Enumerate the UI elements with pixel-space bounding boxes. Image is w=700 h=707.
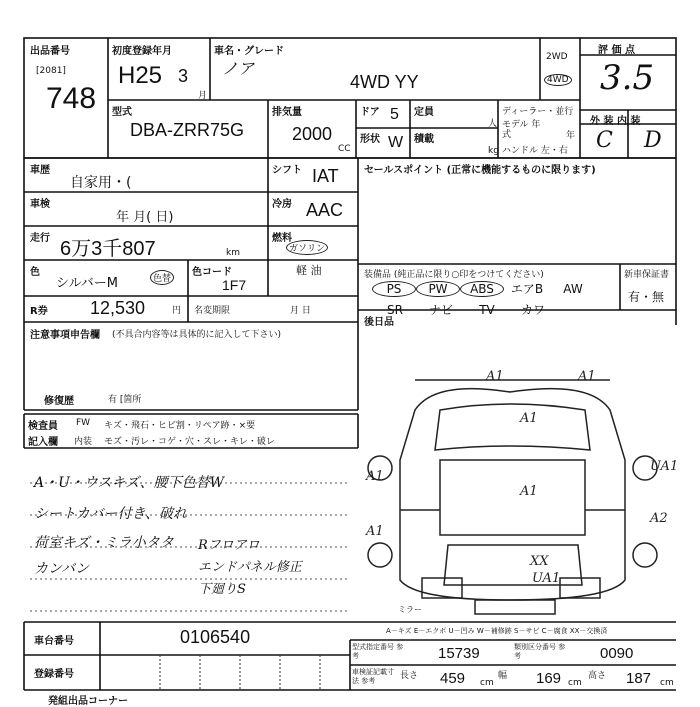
color-change: 色替 [150, 270, 174, 285]
load-label: 積載 [414, 134, 434, 145]
color-code: 1F7 [222, 277, 247, 293]
fuel-label: 燃料 [272, 233, 292, 244]
history: 自家用・( [70, 175, 132, 191]
note-line-2: シートカバー付き、破れ [34, 506, 188, 522]
year-unit: 年 [566, 131, 576, 141]
footer: 発組出品コーナー [48, 696, 128, 707]
height-unit: cm [660, 678, 674, 688]
dims-label: 車検証記載寸法 参考 [352, 668, 394, 685]
back-label: 後日品 [364, 317, 394, 328]
mirror-label: ミラー [398, 605, 422, 614]
ext-items: キズ・飛石・ヒビ割・リペア跡・×要 [104, 421, 256, 431]
ext-int-label: 外 装 内 装 [590, 116, 641, 127]
shift-label: シフト [272, 165, 302, 176]
notes-label: 注意事項申告欄 [30, 330, 100, 341]
repair-label: 修復歴 [44, 396, 74, 407]
doors: 5 [390, 106, 399, 123]
km-unit: km [226, 248, 240, 258]
capacity-label: 定員 [414, 107, 434, 118]
car-name: ノア [222, 59, 255, 78]
length-label: 長さ [400, 671, 419, 681]
color: シルバーM [56, 276, 118, 291]
repair-value: 有 [箇所 [108, 395, 142, 405]
mark-3: A1 [520, 411, 538, 426]
model-spec-label: 型式指定番号 参考 [352, 643, 404, 660]
int-label: 内装 [74, 437, 93, 447]
car-diagram [360, 350, 690, 620]
disp-label: 排気量 [272, 107, 302, 118]
equipment-item: PS [372, 281, 416, 297]
lot-label: 出品番号 [30, 46, 70, 57]
equipment-item: TV [479, 303, 495, 317]
model-label: 型式 [112, 107, 132, 118]
notes-hint: (不具合内容等は具体的に記入して下さい) [112, 330, 282, 340]
mark-1: A1 [486, 369, 504, 384]
note-line-7: 下廻りS [198, 582, 246, 597]
equipment-item: SR [387, 303, 403, 317]
equipment-item: ナビ [428, 303, 453, 317]
note-line-3: 荷室キズ・ミラ小タタ [34, 535, 174, 551]
fuel-diesel: 軽 油 [296, 264, 322, 277]
exterior-grade: C [596, 128, 613, 153]
category: 0090 [600, 645, 634, 662]
check-label: 検査員 [28, 421, 58, 432]
ac-label: 冷房 [272, 199, 292, 210]
equip-label: 装備品 (純正品に限り○印をつけてください) [364, 270, 544, 280]
sales-label: セールスポイント (正常に機能するものに限ります) [364, 165, 596, 176]
note-line-1: A・U・ウスキズ、腰下色替W [34, 475, 225, 491]
reg-label: 初度登録年月 [112, 46, 172, 57]
chassis: 0106540 [180, 627, 251, 647]
mileage: 6万3千807 [60, 238, 156, 260]
length-unit: cm [480, 678, 494, 688]
dealer-label: ディーラー・並行 [502, 107, 574, 117]
lot-code: [2081] [36, 66, 66, 76]
grade: 4WD YY [350, 72, 419, 92]
mileage-label: 走行 [30, 233, 50, 244]
deadline-label: 名変期限 [194, 306, 231, 316]
shift: IAT [312, 166, 339, 186]
reg-month: 3 [178, 66, 189, 86]
recycle-amount: 12,530 [90, 298, 146, 318]
mark-6: UA1 [650, 459, 679, 474]
mark-9: UA1 [532, 571, 561, 586]
mark-5: A1 [366, 469, 384, 484]
model-year-label: モデル 年式 [502, 120, 541, 140]
yen-unit: 円 [172, 306, 182, 316]
int-items: モズ・汚レ・コゲ・穴・スレ・キレ・破レ [104, 437, 275, 447]
color-label: 色 [30, 267, 40, 278]
tax-label: 新車保証書 [624, 270, 670, 280]
score: 3.5 [600, 58, 655, 98]
interior-grade: D [644, 128, 662, 153]
lot-number: 748 [46, 82, 97, 115]
score-label: 評 価 点 [598, 45, 635, 56]
displacement: 2000 [292, 124, 333, 144]
handle-label: ハンドル 左・右 [502, 146, 568, 156]
width: 169 [536, 670, 562, 687]
shape-label: 形状 [360, 134, 380, 145]
equipment-item: エアB [510, 282, 544, 296]
record-label: 記入欄 [28, 437, 58, 448]
chassis-label: 車台番号 [34, 636, 74, 647]
damage-legend: A－キズ E－エクボ U－凹み W－補修跡 S－サビ C－腐食 XX－交換済 [386, 627, 608, 635]
damage-marks [365, 369, 678, 614]
mark-2: A1 [578, 369, 596, 384]
height-label: 高さ [588, 671, 607, 681]
mark-4: A1 [520, 484, 538, 499]
equipment-item: AW [563, 282, 583, 296]
ext-label: FW [76, 418, 91, 428]
kg-unit: kg [488, 146, 499, 156]
equipment-grid [372, 278, 612, 320]
tax-value: 有・無 [628, 290, 665, 304]
drive-2wd: 2WD [546, 52, 568, 62]
mark-10: A1 [366, 524, 384, 539]
reg-month-unit: 月 [198, 91, 208, 101]
note-line-6: エンドパネル修正 [198, 560, 302, 575]
model-spec: 15739 [438, 645, 480, 662]
drive-4wd: 4WD [544, 74, 572, 86]
reg-number-label: 登録番号 [34, 669, 74, 680]
deadline: 月 日 [290, 306, 311, 316]
cc-unit: CC [338, 144, 351, 154]
length: 459 [440, 670, 466, 687]
history-label: 車歴 [30, 165, 50, 176]
equipment-item: カワ [520, 303, 545, 317]
doors-label: ドア [360, 107, 380, 118]
recycle-label: R券 [30, 306, 48, 317]
color-code-label: 色コード [192, 267, 232, 278]
inspection: 年 月( 日) [116, 210, 174, 225]
shape: W [388, 134, 404, 151]
mark-7: A2 [650, 511, 668, 526]
width-unit: cm [568, 678, 582, 688]
note-line-4: カンバン [34, 561, 90, 577]
fuel-gasoline: ガソリン [286, 240, 328, 255]
name-label: 車名・グレード [214, 46, 284, 57]
ac: AAC [306, 200, 344, 220]
equipment-item: ABS [460, 281, 504, 297]
width-label: 幅 [498, 671, 508, 681]
reg-era: H25 [118, 62, 163, 89]
model: DBA-ZRR75G [130, 120, 245, 140]
equipment-item: PW [416, 281, 460, 297]
category-label: 類別区分番号 参考 [514, 643, 566, 660]
note-line-5: Rフロアロ [198, 538, 260, 553]
inspection-label: 車検 [30, 199, 50, 210]
height: 187 [626, 670, 652, 687]
persons-unit: 人 [488, 119, 498, 129]
mark-8: XX [530, 554, 549, 569]
